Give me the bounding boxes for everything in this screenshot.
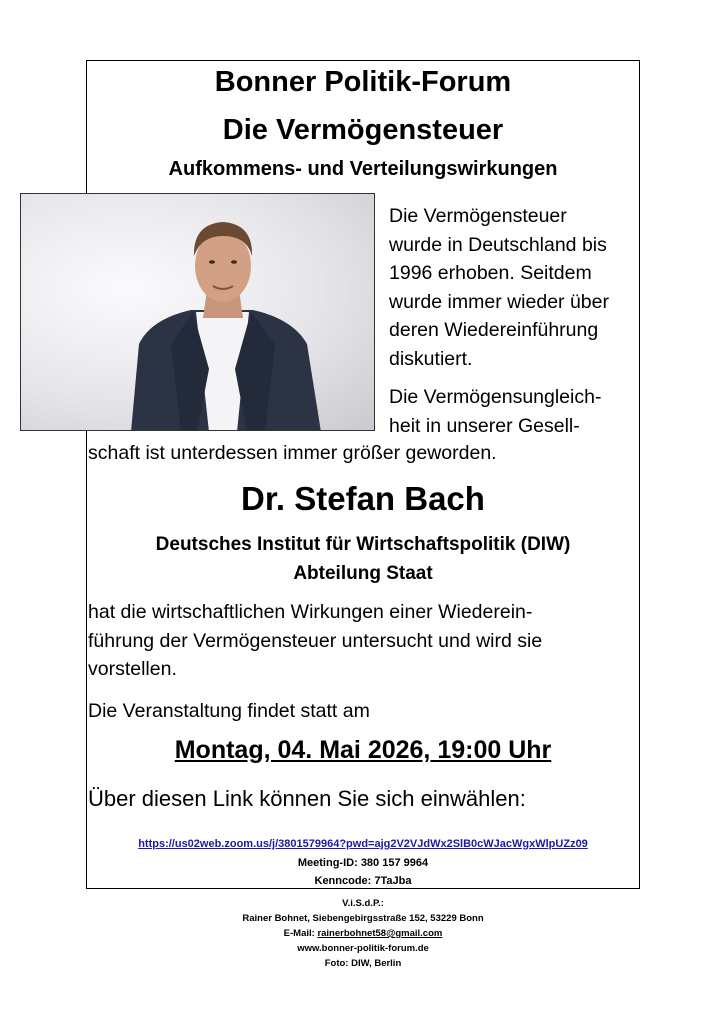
inequality-paragraph-top [389,383,601,440]
zoom-link[interactable]: https://us02web.zoom.us/j/3801579964?pwd=ajg2V2VJdWx2SlB0cWJacWgxWlpUZz09 [138,838,588,850]
talk-line: führung der Vermögensteuer untersucht und wird sie [88,629,543,652]
email-label: E-Mail: [283,928,318,939]
intro-line: diskutiert. [389,347,473,370]
intro-paragraph [389,202,609,373]
footer-email [86,928,640,939]
intro-line: 1996 erhoben. Seitdem [389,262,592,284]
join-instruction: Über diesen Link können Sie sich einwählen: [88,786,526,811]
meeting-passcode: Kenncode: 7TaJba [314,875,412,887]
intro-line: deren Wiedereinführung [389,319,599,341]
footer-photo-credit: Foto: DIW, Berlin [324,958,402,969]
topic-title: Die Vermögensteuer [222,114,504,146]
speaker-photo [20,193,375,431]
footer-visdp: V.i.S.d.P.: [342,898,384,909]
talk-paragraph [88,598,542,684]
footer-address: Rainer Bohnet, Siebengebirgsstraße 152, 53229 Bonn [242,913,484,924]
forum-title: Bonner Politik-Forum [214,66,512,98]
intro-line: wurde in Deutschland bis [389,233,607,256]
talk-line: hat die wirtschaftlichen Wirkungen einer Wiederein- [88,601,533,623]
intro-line: wurde immer wieder über [389,290,609,313]
meeting-id: Meeting-ID: 380 157 9964 [297,857,429,869]
speaker-department: Abteilung Staat [293,563,433,584]
intro-line: Die Vermögensteuer [389,205,567,227]
speaker-institute: Deutsches Institut für Wirtschaftspolitik (DIW) [155,534,571,555]
talk-line: vorstellen. [88,658,177,680]
email-link[interactable]: rainerbohnet58@gmail.com [317,928,443,939]
inequality-line: heit in unserer Gesell- [389,414,580,437]
inequality-line: schaft ist unterdessen immer größer geworden. [88,442,497,464]
speaker-name: Dr. Stefan Bach [241,480,485,517]
event-intro: Die Veranstaltung findet statt am [88,700,370,722]
footer-website[interactable]: www.bonner-politik-forum.de [297,943,429,954]
topic-subtitle: Aufkommens- und Verteilungswirkungen [168,158,558,180]
event-datetime: Montag, 04. Mai 2026, 19:00 Uhr [174,736,552,764]
inequality-line: Die Vermögensungleich- [389,386,602,408]
